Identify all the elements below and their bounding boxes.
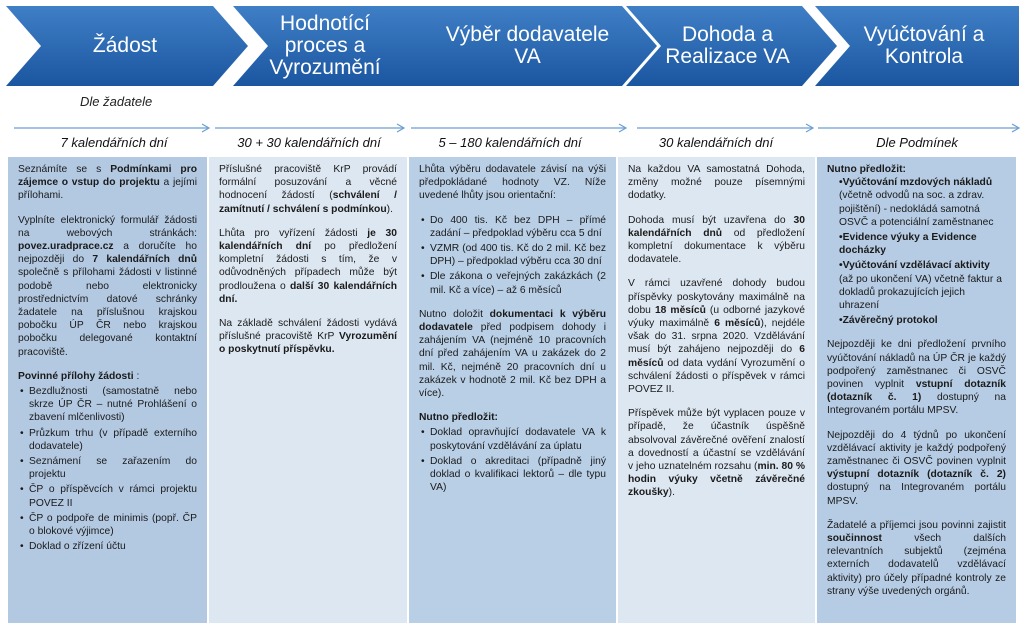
stage-5-title: Vyúčtování a Kontrola <box>863 23 985 68</box>
stage-1-note: Dle žadatele <box>80 94 153 109</box>
col3-required-list <box>419 426 606 494</box>
stage-3-duration: 5 – 180 kalendářních dní <box>438 135 582 150</box>
stage-3-title: Výběr dodavatele VA <box>445 23 610 68</box>
list-item: • Seznámení se zařazením do projektu <box>20 455 197 481</box>
col1-intro: Seznámíte se s Podmínkami pro zájemce o vstup do projektu a jejími přílohami. <box>18 164 198 202</box>
list-item: • ČP o příspěvcích v rámci projektu POVEZ II <box>20 483 197 509</box>
column-vyuctovani <box>817 157 1016 623</box>
list-item: • Průzkum trhu (v případě externího dodavatele) <box>20 427 197 453</box>
list-item: • ČP o podpoře de minimis (popř. ČP o blokové výjimce) <box>20 512 197 538</box>
list-item: •Evidence výuky a Evidence docházky <box>839 232 977 257</box>
stage-4-duration: 30 kalendářních dní <box>658 135 774 150</box>
stage-2-duration: 30 + 30 kalendářních dní <box>237 135 381 150</box>
stage-1-duration: 7 kalendářních dní <box>60 135 168 150</box>
col2-assessment: Příslušné pracoviště KrP provádí formální posuzování a věcné hodnocení žádostí (schválení / zamítnutí / schválení s podmínkou). <box>219 164 398 215</box>
column-zadost <box>8 157 207 623</box>
list-item: •Vyúčtování mzdových nákladů (včetně odvodů na soc. a zdrav. pojištění) - nedokládá samotná OSVČ a potenciální zaměstnanec <box>839 177 994 228</box>
column-hodnoceni <box>209 157 407 623</box>
col2-deadline: Lhůta pro vyřízení žádosti je 30 kalendářních dní po předložení kompletní žádosti s tím, že v odůvodněných případech může být prodloužena o další 30 kalendářních dní. <box>219 227 397 305</box>
column-dohoda <box>618 157 815 623</box>
list-item: • Doklad o zřízení účtu <box>20 540 197 553</box>
list-item: • Doklad opravňující dodavatele VA k poskytování vzdělávání za úplatu <box>421 426 606 452</box>
col3-documentation: Nutno doložit dokumentaci k výběru dodavatele před podpisem dohody i zahájením VA (nejméně 10 pracovních dní před zahájením VA u zakázek do 2 mil. Kč, nejméně 20 pracovních dní u zakázek v hodnotě 2 mil. Kč bez DPH a více). <box>419 308 606 400</box>
col4-payment: Příspěvek může být vyplacen pouze v případě, že účastník úspěšně absolvoval závěrečné ověření znalostí a dovedností a účastní se vzdělávání v jeho uznatelném rozsahu (min. 80 % hodin výuky včetně závěrečné zkoušky). <box>628 408 805 499</box>
list-item: • Do 400 tis. Kč bez DPH – přímé zadání – předpoklad výběru cca 5 dní <box>421 214 606 240</box>
list-item: • VZMR (od 400 tis. Kč do 2 mil. Kč bez DPH) – předpoklad výběru cca 30 dní <box>421 242 606 268</box>
col1-submission: Vyplníte elektronický formulář žádosti na webových stránkách: povez.uradprace.cz a doručíte ho nejpozději do 7 kalendářních dnů společně s přílohami žádosti v listinné podobě nebo elektronicky prostřednictvím datové schránky žadatele na příslušnou krajskou pobočku ÚP ČR nebo krajskou pobočku delegované kontaktní pracoviště. <box>18 214 198 358</box>
list-item: • Dle zákona o veřejných zakázkách (2 mil. Kč a více) – až 6 měsíců <box>421 270 606 296</box>
col3-intro: Lhůta výběru dodavatele závisí na výši předpokládané hodnoty VZ. Níže uvedené lhůty jsou orientační: <box>419 164 606 202</box>
stage-1-title: Žádost <box>92 34 158 57</box>
col1-attachments-list <box>18 385 197 553</box>
stage-2-title: Hodnotící proces a Vyrozumění <box>269 12 381 79</box>
col2-notification: Na základě schválení žádosti vydává příslušné pracoviště KrP Vyrozumění o poskytnutí příspěvku. <box>219 318 397 356</box>
stage-5-duration: Dle Podmínek <box>876 135 958 150</box>
list-item: •Vyúčtování vzdělávací aktivity (až po ukončení VA) včetně faktur a dokladů prokazujících jejich uhrazení <box>839 260 1002 312</box>
col4-agreement: Na každou VA samostatná Dohoda, změny možné pouze písemnými dodatky. <box>628 164 805 202</box>
col5-required-heading: Nutno předložit: <box>827 164 906 175</box>
list-item: • Doklad o akreditaci (případně jiný doklad o kvalifikaci lektorů – dle typu VA) <box>421 455 606 495</box>
col5-entry-survey: Nejpozději ke dni předložení prvního vyúčtování nákladů na ÚP ČR je každý podpořený zaměstnanec či OSVČ povinen vyplnit vstupní dotazník (dotazník č. 1) dostupný na Integrovaném portálu MPSV. <box>827 339 1007 417</box>
list-item: • Bezdlužnosti (samostatně nebo skrze ÚP ČR – nutné Prohlášení o zbavení mlčenlivosti) <box>20 385 197 425</box>
list-item: •Závěrečný protokol <box>839 315 938 327</box>
column-vyber-dodavatele <box>409 157 616 623</box>
col5-required-list <box>837 176 1006 327</box>
col3-deadlines-list <box>419 214 606 297</box>
col4-duration: V rámci uzavřené dohody budou příspěvky poskytovány maximálně na dobu 18 měsíců (u odborné jazykové výuky maximálně 6 měsíců), nejdéle však do 31. srpna 2020. Vzdělávání musí být zahájeno nejpozději do 6 měsíců od data vydání Vyrozumění o schválení žádosti o příspěvek v rámci POVEZ II. <box>628 278 806 396</box>
col5-cooperation: Žadatelé a příjemci jsou povinni zajistit součinnost všech dalších relevantních subjektů (zejména externích dodavatelů vzdělávací aktivity) pro účely případné kontroly ze strany výše uvedených orgánů. <box>827 519 1006 597</box>
col5-exit-survey: Nejpozději do 4 týdnů po ukončení vzdělávací aktivity je každý podpořený zaměstnanec či OSVČ povinen vyplnit výstupní dotazník (dotazník č. 2) dostupný na Integrovaném portálu MPSV. <box>827 429 1006 507</box>
col3-required-heading: Nutno předložit: <box>419 412 498 424</box>
stage-4-title: Dohoda a Realizace VA <box>665 23 790 68</box>
col4-deadline: Dohoda musí být uzavřena do 30 kalendářních dnů od předložení kompletní dokumentace k výběru dodavatele. <box>628 214 805 266</box>
col1-attachments-heading: Povinné přílohy žádosti : <box>18 370 140 382</box>
